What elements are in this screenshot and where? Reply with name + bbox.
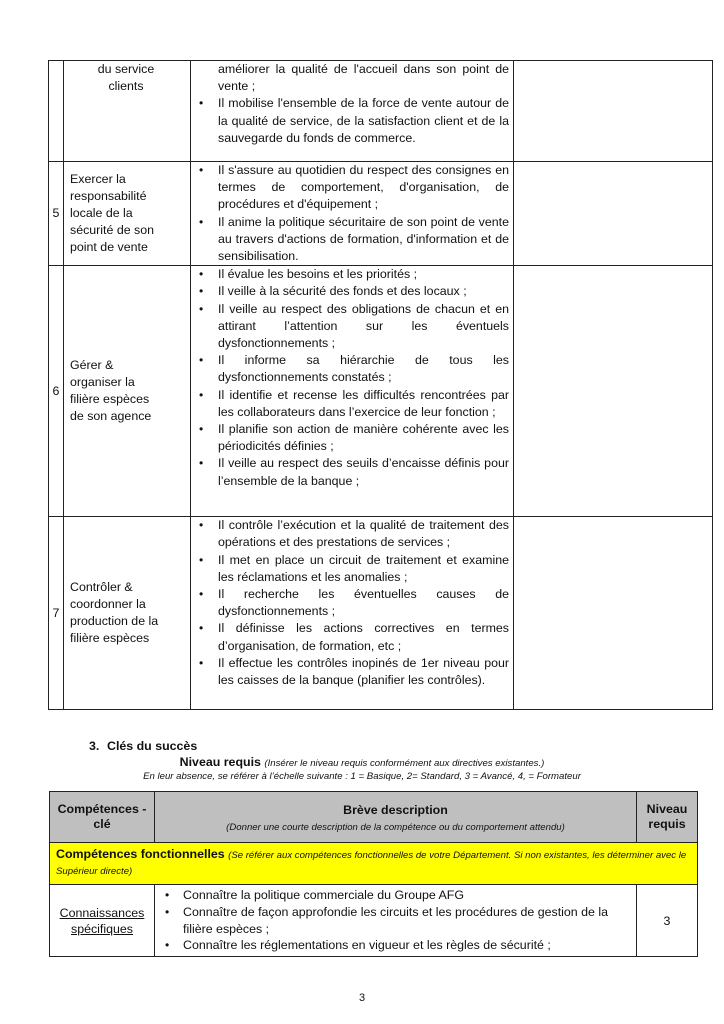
table-row: [50, 885, 698, 957]
activity-line: de son agence: [70, 409, 152, 424]
task-item: [191, 517, 509, 551]
mission-number: [49, 61, 64, 162]
task-text: Il mobilise l'ensemble de la force de vente autour de la qualité de service, de la satisfaction client et de la sauvegarde du fonds de commerce.: [218, 96, 509, 145]
competence-name: Connaissances spécifiques: [50, 885, 155, 957]
task-text: Il anime la politique sécuritaire de son point de vente au travers d'actions de formation, d'information et de sensibilisation.: [218, 214, 509, 264]
task-text: Il veille au respect des seuils d’encaisse définis pour l’ensemble de la banque ;: [218, 456, 509, 488]
item-text: Connaître la politique commerciale du Groupe AFG: [183, 888, 464, 903]
mission-row: [49, 266, 713, 517]
section-title: Clés du succès: [107, 739, 198, 753]
bullet-icon: •: [199, 387, 204, 402]
niveau-note: (Insérer le niveau requis conformément aux directives existantes.): [264, 758, 545, 769]
activity-line: coordonner la: [70, 597, 146, 612]
bullet-icon: •: [199, 214, 204, 229]
activity-line: filière espèces: [70, 631, 150, 646]
task-item: [191, 387, 509, 421]
section-number: 3.: [89, 739, 100, 753]
task-text: Il s'assure au quotidien du respect des consignes en termes de comportement, d'organisation, de procédures et d'équipement ;: [218, 163, 509, 212]
task-item: [191, 620, 509, 654]
list-item: [155, 904, 632, 937]
task-item: [191, 655, 509, 689]
bullet-icon: •: [199, 518, 204, 533]
bullet-icon: •: [199, 284, 204, 299]
task-item: [191, 283, 509, 300]
header-competences: Compétences -clé: [50, 792, 155, 843]
section-heading: [89, 739, 197, 753]
task-item: [191, 352, 509, 386]
bullet-icon: •: [165, 888, 170, 903]
group-cell: [50, 843, 698, 885]
group-title: Compétences fonctionnelles: [56, 847, 225, 861]
mission-empty-cell: [514, 517, 713, 710]
task-text: Il veille à la sécurité des fonds et des locaux ;: [218, 284, 467, 299]
bullet-icon: •: [199, 621, 204, 636]
task-item: [191, 455, 509, 489]
mission-number: 7: [49, 517, 64, 710]
task-text: améliorer la qualité de l'accueil dans son point de vente ;: [218, 62, 509, 94]
task-text: Il évalue les besoins et les priorités ;: [218, 267, 418, 282]
task-text: Il informe sa hiérarchie de tous les dysfonctionnements constatés ;: [218, 353, 509, 385]
task-text: Il met en place un circuit de traitement et examine les réclamations et les anomalies ;: [218, 552, 509, 584]
task-item: [191, 61, 509, 95]
mission-empty-cell: [514, 266, 713, 517]
mission-row: [49, 162, 713, 266]
page-number: 3: [358, 992, 366, 1004]
mission-activity: [64, 162, 191, 266]
bullet-icon: •: [199, 552, 204, 567]
group-row: [50, 843, 698, 885]
activity-line: du service: [97, 62, 155, 76]
bullet-icon: •: [199, 353, 204, 368]
bullet-icon: •: [165, 938, 170, 953]
mission-activity: [64, 517, 191, 710]
activity-line: production de la: [70, 614, 159, 629]
bullet-icon: •: [199, 587, 204, 602]
mission-number: 5: [49, 162, 64, 266]
mission-row: [49, 517, 713, 710]
group-note: (Se référer aux compétences fonctionnelles de votre Département. Si non existantes, les déterminer avec le Supérieur directe): [56, 850, 687, 877]
bullet-icon: •: [199, 422, 204, 437]
mission-activity: [64, 61, 191, 162]
bullet-icon: •: [165, 904, 170, 919]
bullet-icon: •: [199, 267, 204, 282]
task-text: Il définisse les actions correctives en termes d’organisation, de formation, etc ;: [218, 621, 509, 653]
activity-line: organiser la: [70, 375, 135, 390]
list-item: [155, 887, 632, 904]
activity-line: locale de la: [70, 206, 133, 220]
task-item: [191, 162, 509, 214]
mission-tasks: [191, 162, 514, 266]
mission-tasks: [191, 266, 514, 517]
mission-row: [49, 61, 713, 162]
item-text: Connaître de façon approfondie les circuits et les procédures de gestion de la filière espèces ;: [183, 904, 608, 936]
competence-description: [155, 885, 637, 957]
bullet-icon: •: [199, 456, 204, 471]
task-item: [191, 421, 509, 455]
activity-line: filière espèces: [70, 392, 150, 407]
activity-line: point de vente: [70, 240, 148, 255]
bullet-icon: •: [199, 301, 204, 316]
task-text: Il planifie son action de manière cohérente avec les périodicités définies ;: [218, 422, 509, 454]
bullet-icon: •: [199, 163, 204, 177]
activity-line: Exercer la: [70, 171, 126, 186]
task-text: Il recherche les éventuelles causes de dysfonctionnements ;: [218, 587, 509, 619]
mission-empty-cell: [514, 162, 713, 266]
bullet-icon: •: [199, 96, 204, 111]
header-niveau: Niveau requis: [637, 792, 698, 843]
mission-number: 6: [49, 266, 64, 517]
competences-table: [49, 791, 698, 957]
task-item: [191, 552, 509, 586]
scale-note: En leur absence, se référer à l’échelle suivante : 1 = Basique, 2= Standard, 3 = Avancé, 4, = Formateur: [143, 771, 581, 782]
header-description-title: Brève description: [343, 802, 448, 817]
task-item: [191, 586, 509, 620]
bullet-icon: •: [199, 655, 204, 670]
item-text: Connaître les réglementations en vigueur et les règles de sécurité ;: [183, 938, 551, 953]
mission-empty-cell: [514, 61, 713, 162]
competence-level: 3: [637, 885, 698, 957]
table-header-row: [50, 792, 698, 843]
header-description-sub: (Donner une courte description de la compétence ou du comportement attendu): [226, 821, 565, 833]
niveau-label: Niveau requis: [179, 755, 261, 769]
task-text: Il effectue les contrôles inopinés de 1er niveau pour les caisses de la banque (planifier les contrôles).: [218, 655, 509, 688]
task-item: [191, 266, 509, 283]
mission-activity: [64, 266, 191, 517]
task-item: [191, 214, 509, 266]
list-item: [155, 937, 632, 954]
activity-line: responsabilité: [70, 188, 147, 203]
mission-tasks: [191, 61, 514, 162]
task-item: [191, 301, 509, 353]
header-description: [155, 792, 637, 843]
task-item: [191, 95, 509, 147]
niveau-requis-line: [0, 755, 724, 769]
task-text: Il identifie et recense les difficultés rencontrées par les collaborateurs dans l’exercice de leur fonction ;: [218, 387, 509, 419]
task-text: Il veille au respect des obligations de chacun et en attirant l’attention sur les éventuels dysfonctionnements ;: [218, 301, 509, 351]
task-text: Il contrôle l’exécution et la qualité de traitement des opérations et des prestations de services ;: [218, 518, 509, 550]
activity-line: clients: [108, 79, 144, 94]
activity-line: Contrôler &: [70, 579, 133, 594]
missions-table: [48, 60, 713, 710]
activity-line: sécurité de son: [70, 223, 155, 238]
activity-line: Gérer &: [70, 357, 114, 372]
mission-tasks: [191, 517, 514, 710]
